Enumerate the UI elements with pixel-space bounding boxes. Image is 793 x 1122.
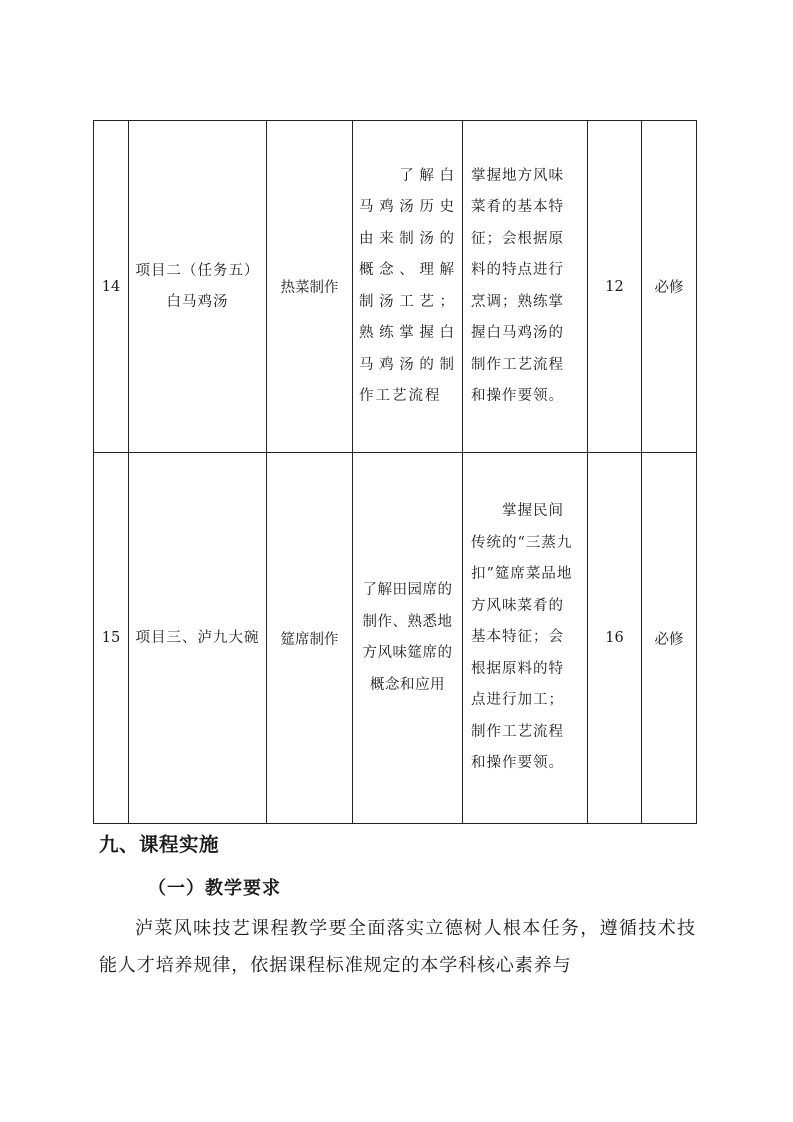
table-row — [94, 453, 697, 824]
subsection-title: （一）教学要求 — [148, 878, 281, 899]
knowledge-cell — [353, 453, 463, 824]
ability-text: 掌握民间传统的“三蒸九扣”筵席菜品地方风味菜肴的基本特征；会根据原料的特点进行加工；制作工艺流程和操作要领。 — [471, 503, 573, 772]
knowledge-cell — [353, 121, 463, 453]
knowledge-text: 了解白马鸡汤历史由来制汤的概念、理解制汤工艺；熟练掌握白马鸡汤的制作工艺流程 — [359, 167, 456, 404]
ability-text: 掌握地方风味菜肴的基本特征；会根据原料的特点进行烹调；熟练掌握白马鸡汤的制作工艺流程和操作要领。 — [471, 167, 564, 404]
ability-cell — [463, 453, 588, 824]
course-content-table — [93, 120, 697, 824]
project-cell — [129, 121, 267, 453]
section-title: 九、课程实施 — [99, 833, 220, 856]
type-cell: 必修 — [642, 453, 697, 824]
body-paragraph: 泸菜风味技艺课程教学要全面落实立德树人根本任务，遵循技术技能人才培养规律，依据课程标准规定的本学科核心素养与 — [99, 918, 696, 976]
module-cell: 热菜制作 — [267, 121, 353, 453]
project-name: 项目二（任务五） — [135, 262, 260, 279]
type-cell: 必修 — [642, 121, 697, 453]
knowledge-text: 了解田园席的制作、熟悉地方风味筵席的概念和应用 — [362, 582, 453, 693]
ability-cell — [463, 121, 588, 453]
table-row — [94, 121, 697, 453]
module-cell: 筵席制作 — [267, 453, 353, 824]
project-name-line2: 白马鸡汤 — [166, 293, 229, 310]
project-cell — [129, 453, 267, 824]
hours-cell: 12 — [588, 121, 642, 453]
project-name: 项目三、泸九大碗 — [135, 629, 260, 646]
hours-cell: 16 — [588, 453, 642, 824]
row-number: 14 — [94, 121, 129, 453]
row-number: 15 — [94, 453, 129, 824]
